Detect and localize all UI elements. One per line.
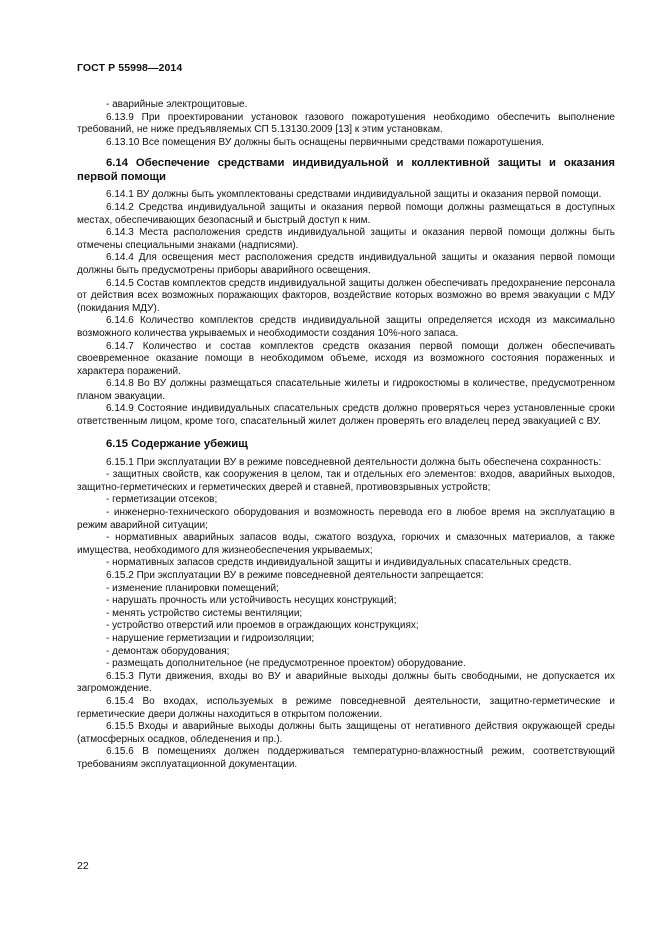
paragraph: 6.14.8 Во ВУ должны размещаться спасательные жилеты и гидрокостюмы в количестве, предусмотренном планом эвакуации. — [77, 378, 615, 402]
list-item: - устройство отверстий или проемов в ограждающих конструкциях; — [106, 620, 419, 632]
paragraph: 6.13.9 При проектировании установок газового пожаротушения необходимо обеспечить выполнение требований, не ниже предъявляемых СП 5.13130.2009 [13] к этим установкам. — [77, 111, 615, 136]
list-item: - изменение планировки помещений; — [106, 582, 279, 594]
list-item: - герметизации отсеков; — [106, 494, 218, 506]
paragraph: 6.15.4 Во входах, используемых в режиме повседневной деятельности, защитно-герметические и герметические двери должны находиться в открытом положении. — [77, 695, 615, 720]
page-number: 22 — [77, 860, 89, 872]
paragraph: 6.15.2 При эксплуатации ВУ в режиме повседневной деятельности запрещается: — [106, 570, 484, 581]
paragraph: 6.15.5 Входы и аварийные выходы должны быть защищены от негативного действия окружающей среды (атмосферных осадков, обледенения и пр.). — [77, 721, 615, 745]
paragraph: 6.15.1 При эксплуатации ВУ в режиме повседневной деятельности должна быть обеспечена сохранность: — [106, 456, 602, 468]
paragraph: 6.14.5 Состав комплектов средств индивидуальной защиты должен обеспечивать предохранение персонала от действия всех возможных поражающих факторов, воздействие которых возможно во время эвакуации с МДУ (покидания МДУ). — [77, 277, 615, 314]
list-item: - аварийные электрощитовые. — [106, 99, 248, 110]
list-item: - нормативных аварийных запасов воды, сжатого воздуха, горючих и смазочных материалов, а также имущества, необходимого для жизнеобеспечения укрываемых; — [77, 532, 615, 556]
paragraph: 6.15.6 В помещениях должен поддерживаться температурно-влажностный режим, соответствующий требованиям эксплуатационной документации. — [77, 746, 615, 770]
paragraph: 6.14.7 Количество и состав комплектов средств оказания первой помощи должен обеспечивать своевременное оказание помощи в необходимом объеме, исходя из возможного состояния пораженных и характера поражений. — [77, 340, 615, 377]
paragraph: 6.14.6 Количество комплектов средств индивидуальной защиты определяется исходя из максимально возможного количества укрываемых и необходимости создания 10%-ного запаса. — [77, 315, 615, 339]
document-body — [77, 99, 615, 772]
list-item: - нормативных запасов средств индивидуальной защиты и индивидуальных спасательных средств. — [106, 557, 572, 569]
paragraph: 6.14.4 Для освещения мест расположения средств индивидуальной защиты и оказания первой помощи должны быть предусмотрены приборы аварийного освещения. — [77, 252, 615, 276]
list-item: - защитных свойств, как сооружения в целом, так и отдельных его элементов: входов, аварийных выходов, защитно-герметических и герметических дверей и ставней, противовзрывных устройств; — [77, 469, 615, 493]
paragraph: 6.14.1 ВУ должны быть укомплектованы средствами индивидуальной защиты и оказания первой помощи. — [106, 189, 602, 201]
list-item: - нарушать прочность или устойчивость несущих конструкций; — [106, 595, 397, 607]
section-heading-6-14: 6.14 Обеспечение средствами индивидуальной и коллективной защиты и оказания первой помощи — [77, 157, 615, 184]
page-header: ГОСТ Р 55998—2014 — [77, 62, 183, 74]
paragraph: 6.14.9 Состояние индивидуальных спасательных средств должно проверяться через установленные сроки ответственным лицом, кроме того, спасательный жилет должен проверять его владелец перед эвакуацией с ВУ. — [77, 403, 615, 428]
list-item: - демонтаж оборудования; — [106, 645, 230, 657]
list-item: - размещать дополнительное (не предусмотренное проектом) оборудование. — [106, 658, 466, 670]
list-item: - нарушение герметизации и гидроизоляции; — [106, 632, 315, 644]
paragraph: 6.15.3 Пути движения, входы во ВУ и аварийные выходы должны быть свободными, не допускается их загромождение. — [77, 670, 615, 695]
paragraph: 6.13.10 Все помещения ВУ должны быть оснащены первичными средствами пожаротушения. — [106, 136, 545, 148]
paragraph: 6.14.3 Места расположения средств индивидуальной защиты и оказания первой помощи должны быть отмечены специальными знаками (надписями). — [77, 227, 615, 251]
section-heading-6-15: 6.15 Содержание убежищ — [106, 437, 248, 450]
paragraph: 6.14.2 Средства индивидуальной защиты и оказания первой помощи должны размещаться в доступных местах, обеспечивающих безопасный и быстрый доступ к ним. — [77, 201, 615, 226]
list-item: - менять устройство системы вентиляции; — [106, 607, 303, 619]
list-item: - инженерно-технического оборудования и возможность перевода его в любое время на эксплуатацию в режим аварийной ситуации; — [77, 507, 615, 531]
